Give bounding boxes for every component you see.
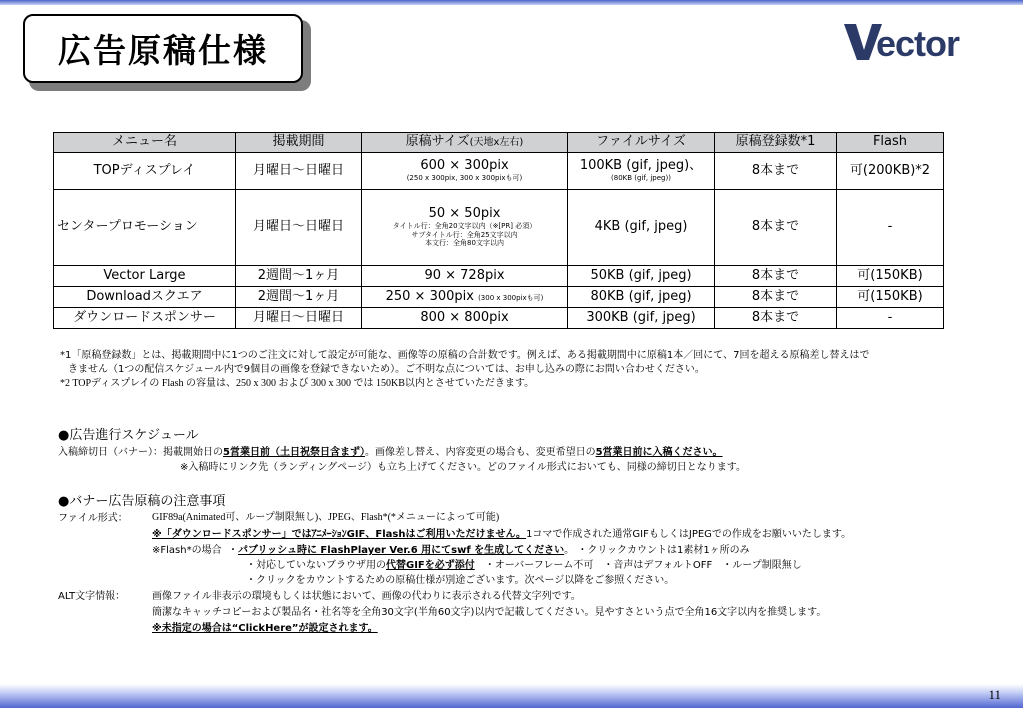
format-restriction: ※「ダウンロードスポンサー」ではｱﾆﾒｰｼｮﾝGIF、Flashはご利用いただけません。1コマで作成された通常GIFもしくはJPEGでの作成をお願いいたします。 (152, 529, 852, 540)
cell-filesize: 300KB (gif, jpeg) (568, 308, 715, 329)
banner-notes-heading: ●バナー広告原稿の注意事項 (58, 494, 226, 509)
cell-flash: - (837, 190, 944, 266)
cell-filesize: 100KB (gif, jpeg)、 (80KB (gif, jpeg)) (568, 153, 715, 190)
format-label: ファイル形式： (58, 513, 128, 524)
cell-menu: ダウンロードスポンサー (54, 308, 236, 329)
flash-requirements-2: ・対応していないブラウザ用の代替GIFを必ず添付 ・オーバーフレーム不可 ・音声はデフォルトOFF ・ループ制限無し (246, 560, 802, 571)
header-filesize: ファイルサイズ (568, 133, 715, 153)
cell-menu: Downloadスクエア (54, 287, 236, 308)
cell-size: 90 × 728pix (362, 266, 568, 287)
svg-text:ector: ector (876, 23, 960, 64)
alt-description: 画像ファイル非表示の環境もしくは状態において、画像の代わりに表示される代替文字列です。 (152, 591, 581, 602)
cell-filesize: 4KB (gif, jpeg) (568, 190, 715, 266)
cell-flash: 可(150KB) (837, 266, 944, 287)
schedule-heading: ●広告進行スケジュール (58, 428, 199, 443)
header-menu: メニュー名 (54, 133, 236, 153)
cell-menu: TOPディスプレイ (54, 153, 236, 190)
header-count: 原稿登録数*1 (715, 133, 837, 153)
cell-count: 8本まで (715, 308, 837, 329)
cell-period: 2週間～1ヶ月 (236, 287, 362, 308)
page-number: 11 (988, 687, 1001, 702)
table-header-row (54, 133, 944, 153)
footnote-1: *1「原稿登録数」とは、掲載期間中に1つのご注文に対して設定が可能な、画像等の原稿の合計数です。例えば、ある掲載期間中に原稿1本／回にて、7回を超える原稿差し替えはで (60, 350, 870, 361)
cell-count: 8本まで (715, 287, 837, 308)
cell-count: 8本まで (715, 153, 837, 190)
cell-flash: - (837, 308, 944, 329)
alt-guideline: 簡潔なキャッチコピーおよび製品名・社名等を全角30文字(半角60文字)以内で記載してください。見やすさという点で全角16文字以内を推奨します。 (152, 607, 827, 618)
alt-label: ALT文字情報： (58, 591, 126, 602)
table-row (54, 287, 944, 308)
table-row (54, 266, 944, 287)
cell-period: 2週間～1ヶ月 (236, 266, 362, 287)
cell-period: 月曜日～日曜日 (236, 153, 362, 190)
cell-flash: 可(150KB) (837, 287, 944, 308)
top-accent-band (0, 0, 1023, 5)
vector-logo (842, 18, 1002, 64)
cell-flash: 可(200KB)*2 (837, 153, 944, 190)
schedule-deadline: 入稿締切日（バナー）：掲載開始日の5営業日前（土日祝祭日含まず）。画像差し替え、内容変更の場合も、変更希望日の5営業日前に入稿ください。 (58, 447, 723, 458)
format-value: GIF89a(Animated可、ループ制限無し)、JPEG、Flash*(*メニューによって可能) (152, 512, 500, 523)
bottom-accent-band (0, 684, 1023, 708)
cell-size: 800 × 800pix (362, 308, 568, 329)
cell-menu: センタープロモーション (54, 190, 236, 266)
cell-period: 月曜日～日曜日 (236, 190, 362, 266)
table-row (54, 153, 944, 190)
table-row (54, 190, 944, 266)
cell-period: 月曜日～日曜日 (236, 308, 362, 329)
header-flash: Flash (837, 133, 944, 153)
header-size: 原稿サイズ(天地x左右) (362, 133, 568, 153)
flash-requirements: ※Flash*の場合 ・パブリッシュ時に FlashPlayer Ver.6 用にてswf を生成してください。 ・クリックカウントは1素材1ヶ所のみ (152, 545, 750, 556)
schedule-note: ※入稿時にリンク先（ランディングページ）も立ち上げてください。どのファイル形式においても、同様の締切日となります。 (180, 462, 746, 473)
cell-count: 8本まで (715, 266, 837, 287)
ad-spec-table (53, 132, 944, 329)
cell-size: 250 × 300pix (300 x 300pixも可) (362, 287, 568, 308)
cell-filesize: 80KB (gif, jpeg) (568, 287, 715, 308)
footnote-2: *2 TOPディスプレイの Flash の容量は、250 x 300 および 300 x 300 では 150KB以内とさせていただきます。 (60, 378, 535, 389)
header-period: 掲載期間 (236, 133, 362, 153)
footnotes (60, 349, 869, 391)
cell-size: 600 × 300pix (250 x 300pix, 300 x 300pixも可) (362, 153, 568, 190)
cell-count: 8本まで (715, 190, 837, 266)
cell-filesize: 50KB (gif, jpeg) (568, 266, 715, 287)
alt-default: ※未指定の場合は“ClickHere”が設定されます。 (152, 623, 378, 634)
cell-size: 50 × 50pix タイトル行：全角20文字以内（※[PR] 必須） サブタイトル行：全角25文字以内 本文行：全角80文字以内 (362, 190, 568, 266)
table-row (54, 308, 944, 329)
page-title: 広告原稿仕様 (23, 14, 303, 83)
flash-requirements-3: ・クリックをカウントするための原稿仕様が別途ございます。次ページ以降をご参照ください。 (246, 575, 675, 586)
cell-menu: Vector Large (54, 266, 236, 287)
footnote-1-cont: きません（1つの配信スケジュール内で9個目の画像を登録できないため）。ご不明な点については、お申し込みの際にお問い合わせください。 (68, 364, 705, 375)
